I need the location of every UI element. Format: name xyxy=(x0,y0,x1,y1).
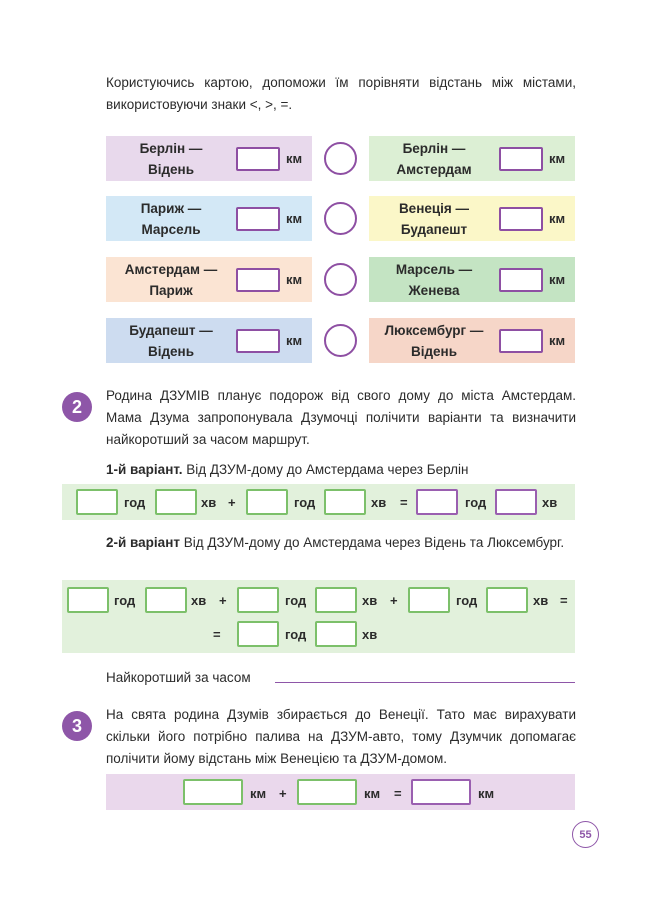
distance-input[interactable] xyxy=(499,207,543,231)
compare-sign-circle[interactable] xyxy=(324,142,357,175)
variant2-minutes-input-1[interactable] xyxy=(145,587,187,613)
compare-sign-circle[interactable] xyxy=(324,324,357,357)
variant1-minutes-input-2[interactable] xyxy=(324,489,366,515)
variant2-hours-input-1[interactable] xyxy=(67,587,109,613)
variant2-hours-input-2[interactable] xyxy=(237,587,279,613)
distance-input[interactable] xyxy=(236,207,280,231)
distance-input[interactable] xyxy=(499,268,543,292)
variant1-hours-input-2[interactable] xyxy=(246,489,288,515)
unit-km: км xyxy=(478,786,495,801)
unit-km: км xyxy=(549,151,566,166)
hours-label: год xyxy=(285,593,307,608)
intro-text: Користуючись картою, допоможи їм порівняти відстань між містами, використовуючи знаки <, >, =. xyxy=(106,75,576,112)
shortest-answer-line[interactable] xyxy=(275,682,575,683)
pair-label-line1: Люксембург — xyxy=(384,322,484,338)
equals-sign: = xyxy=(400,495,408,510)
compare-sign-circle[interactable] xyxy=(324,263,357,296)
plus-sign: + xyxy=(279,786,287,801)
pair-berlin-vienna xyxy=(106,136,312,181)
minutes-label: хв xyxy=(542,495,558,510)
variant2-minutes-input-3[interactable] xyxy=(486,587,528,613)
hours-label: год xyxy=(294,495,316,510)
pair-marseille-geneva xyxy=(369,257,575,302)
pair-label-line2: Будапешт xyxy=(400,221,468,237)
pair-paris-marseille xyxy=(106,196,312,241)
pair-label-line2: Женева xyxy=(408,282,460,298)
equals-sign: = xyxy=(560,593,568,608)
pair-label-line2: Відень xyxy=(147,161,195,177)
unit-km: км xyxy=(549,333,566,348)
hours-label: год xyxy=(124,495,146,510)
pair-label-line2: Відень xyxy=(410,343,458,359)
shortest-label: Найкоротший за часом xyxy=(106,670,251,685)
variant1-minutes-result[interactable] xyxy=(495,489,537,515)
minutes-label: хв xyxy=(371,495,387,510)
hours-label: год xyxy=(456,593,478,608)
variant2-hours-result[interactable] xyxy=(237,621,279,647)
unit-km: км xyxy=(250,786,267,801)
pair-label-line1: Берлін — xyxy=(139,140,203,156)
pair-label-line1: Берлін — xyxy=(402,140,466,156)
distance-input[interactable] xyxy=(236,268,280,292)
unit-km: км xyxy=(286,151,303,166)
distance-input[interactable] xyxy=(499,147,543,171)
pair-label-line1: Париж — xyxy=(140,200,202,216)
pair-amsterdam-paris xyxy=(106,257,312,302)
variant1-label: 1-й варіант. xyxy=(106,462,183,477)
equals-sign: = xyxy=(394,786,402,801)
minutes-label: хв xyxy=(362,593,378,608)
minutes-label: хв xyxy=(362,627,378,642)
pair-label-line2: Амстердам xyxy=(396,161,472,177)
variant2-text: Від ДЗУМ-дому до Амстердама через Відень та Люксембург. xyxy=(179,535,565,550)
compare-sign-circle[interactable] xyxy=(324,202,357,235)
variant1-heading xyxy=(106,459,576,481)
variant2-hours-input-3[interactable] xyxy=(408,587,450,613)
minutes-label: хв xyxy=(533,593,549,608)
task2-text: Родина ДЗУМІВ планує подорож від свого дому до міста Амстердам. Мама Дзума запропонувала Дзумочці полічити варіанти та визначити найкоротший за часом маршрут. xyxy=(106,388,576,447)
task3-km-result[interactable] xyxy=(411,779,471,805)
pair-budapest-vienna xyxy=(106,318,312,363)
pair-label-line2: Париж xyxy=(149,282,193,298)
pair-berlin-amsterdam xyxy=(369,136,575,181)
pair-label-line2: Марсель xyxy=(141,221,201,237)
pair-venice-budapest xyxy=(369,196,575,241)
variant1-minutes-input-1[interactable] xyxy=(155,489,197,515)
unit-km: км xyxy=(549,272,566,287)
plus-sign: + xyxy=(390,593,398,608)
variant2-minutes-result[interactable] xyxy=(315,621,357,647)
minutes-label: хв xyxy=(201,495,217,510)
task-number-badge: 3 xyxy=(62,711,92,741)
distance-input[interactable] xyxy=(236,329,280,353)
plus-sign: + xyxy=(228,495,236,510)
variant1-text: Від ДЗУМ-дому до Амстердама через Берлін xyxy=(182,462,469,477)
task3-km-input-2[interactable] xyxy=(297,779,357,805)
minutes-label: хв xyxy=(191,593,207,608)
hours-label: год xyxy=(114,593,136,608)
pair-label-line1: Будапешт — xyxy=(129,322,213,338)
task-number-badge: 2 xyxy=(62,392,92,422)
task3-text: На свята родина Дзумів збирається до Венеції. Тато має вирахувати скільки його потрібно палива на ДЗУМ-авто, тому Дзумчик допомагає полічити йому відстань між Венецією та ДЗУМ-домом. xyxy=(106,707,576,766)
distance-input[interactable] xyxy=(499,329,543,353)
unit-km: км xyxy=(286,211,303,226)
unit-km: км xyxy=(364,786,381,801)
pair-label-line2: Відень xyxy=(147,343,195,359)
task3-km-input-1[interactable] xyxy=(183,779,243,805)
hours-label: год xyxy=(285,627,307,642)
variant2-heading xyxy=(106,532,576,554)
unit-km: км xyxy=(286,333,303,348)
variant2-label: 2-й варіант xyxy=(106,535,180,550)
pair-label-line1: Марсель — xyxy=(395,261,473,277)
plus-sign: + xyxy=(219,593,227,608)
page-number: 55 xyxy=(572,821,599,848)
unit-km: км xyxy=(286,272,303,287)
variant1-hours-result[interactable] xyxy=(416,489,458,515)
variant2-minutes-input-2[interactable] xyxy=(315,587,357,613)
equals-sign: = xyxy=(213,627,221,642)
distance-input[interactable] xyxy=(236,147,280,171)
pair-label-line1: Венеція — xyxy=(398,200,470,216)
variant1-hours-input-1[interactable] xyxy=(76,489,118,515)
hours-label: год xyxy=(465,495,487,510)
unit-km: км xyxy=(549,211,566,226)
pair-label-line1: Амстердам — xyxy=(124,261,218,277)
pair-luxembourg-vienna xyxy=(369,318,575,363)
